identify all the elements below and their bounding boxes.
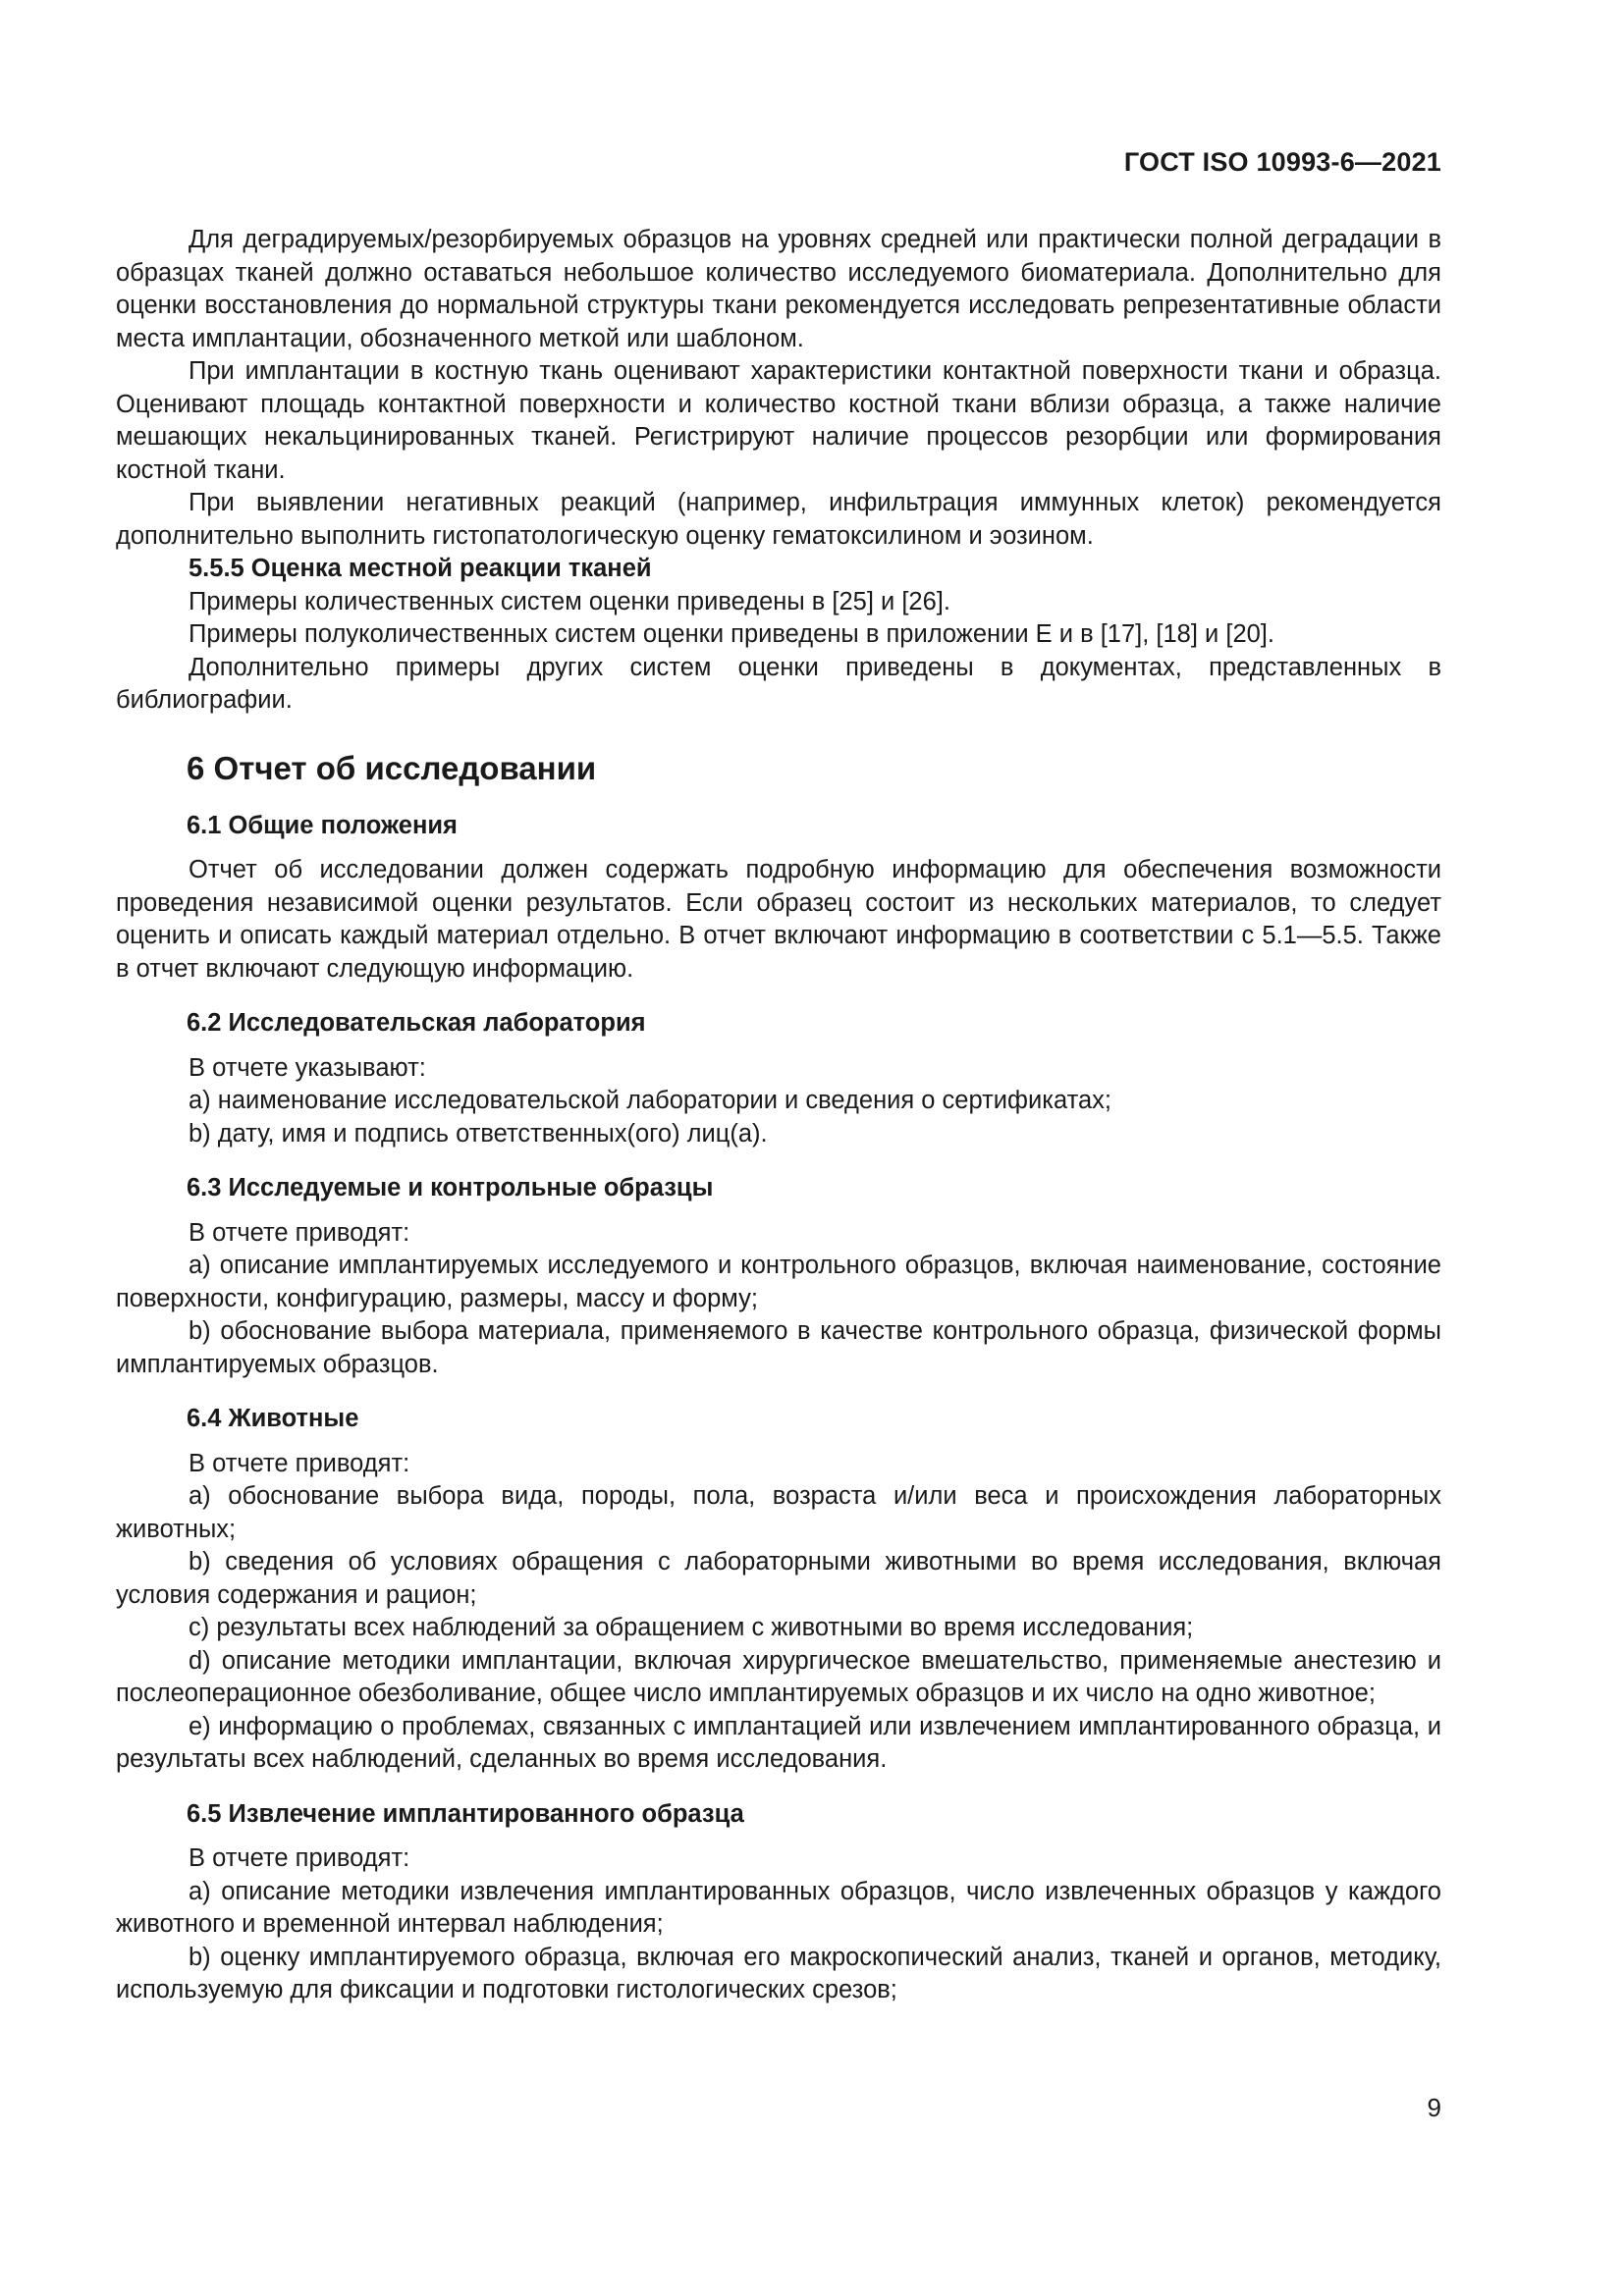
- paragraph: Для деградируемых/резорбируемых образцов на уровнях средней или практически полной деградации в образцах тканей должно оставаться небольшое количество исследуемого биоматериала. Дополнительно для оценки восстановления до нормальной структуры ткани рекомендуется исследовать репрезентативные области места имплантации, обозначенного меткой или шаблоном.: [116, 226, 1441, 352]
- section-heading-6-4: 6.4 Животные: [187, 1405, 359, 1432]
- paragraph: Дополнительно примеры других систем оценки приведены в документах, представленных в библиографии.: [116, 653, 1441, 714]
- list-item: e) информацию о проблемах, связанных с имплантацией или извлечением имплантированного образца, и результаты всех наблюдений, сделанных во время исследования.: [116, 1712, 1441, 1773]
- section-heading-6: 6 Отчет об исследовании: [187, 749, 597, 786]
- section-heading-5-5-5: 5.5.5 Оценка местной реакции тканей: [189, 555, 652, 582]
- page-body: [116, 224, 1441, 2007]
- section-heading-6-2: 6.2 Исследовательская лаборатория: [187, 1009, 646, 1037]
- paragraph: При имплантации в костную ткань оценивают характеристики контактной поверхности ткани и образца. Оценивают площадь контактной поверхности и количество костной ткани вблизи образца, а также наличие мешающих некальцинированных тканей. Регистрируют наличие процессов резорбции или формирования костной ткани.: [116, 357, 1441, 484]
- list: [116, 1250, 1441, 1381]
- list-intro: В отчете приводят:: [189, 1218, 410, 1247]
- list-item: b) обоснование выбора материала, применяемого в качестве контрольного образца, физической формы имплантируемых образцов.: [116, 1317, 1441, 1378]
- paragraph: Примеры количественных систем оценки приведены в [25] и [26].: [189, 587, 950, 615]
- paragraph: Отчет об исследовании должен содержать подробную информацию для обеспечения возможности проведения независимой оценки результатов. Если образец состоит из нескольких материалов, то следует оценить и описать каждый материал отдельно. В отчет включают информацию в соответствии с 5.1—5.5. Также в отчет включают следующую информацию.: [116, 856, 1441, 983]
- list-intro: В отчете приводят:: [189, 1844, 410, 1872]
- list: [116, 1085, 1441, 1150]
- list-item: c) результаты всех наблюдений за обращением с животными во время исследования;: [189, 1614, 1194, 1641]
- list-item: a) описание имплантируемых исследуемого и контрольного образцов, включая наименование, состояние поверхности, конфигурацию, размеры, массу и форму;: [116, 1252, 1441, 1312]
- section-heading-6-3: 6.3 Исследуемые и контрольные образцы: [187, 1174, 714, 1201]
- section-heading-6-5: 6.5 Извлечение имплантированного образца: [187, 1799, 744, 1828]
- list: [116, 1480, 1441, 1777]
- document-id-header: ГОСТ ISO 10993-6—2021: [1123, 147, 1441, 177]
- list-item: a) наименование исследовательской лаборатории и сведения о сертификатах;: [189, 1087, 1112, 1114]
- paragraph: Примеры полуколичественных систем оценки приведены в приложении Е и в [17], [18] и [20].: [189, 620, 1274, 648]
- list-intro: В отчете указывают:: [189, 1053, 426, 1082]
- list: [116, 1876, 1441, 2007]
- list-item: a) описание методики извлечения имплантированных образцов, число извлеченных образцов у каждого животного и временной интервал наблюдения;: [116, 1877, 1441, 1938]
- list-item: b) оценку имплантируемого образца, включая его макроскопический анализ, тканей и органов, методику, используемую для фиксации и подготовки гистологических срезов;: [116, 1943, 1441, 2003]
- page-number: 9: [1427, 2093, 1441, 2122]
- paragraph: При выявлении негативных реакций (например, инфильтрация иммунных клеток) рекомендуется дополнительно выполнить гистопатологическую оценку гематоксилином и эозином.: [116, 489, 1441, 550]
- list-item: a) обоснование выбора вида, породы, пола, возраста и/или веса и происхождения лабораторных животных;: [116, 1482, 1441, 1543]
- list-item: b) сведения об условиях обращения с лабораторными животными во время исследования, включая условия содержания и рацион;: [116, 1548, 1441, 1609]
- section-heading-6-1: 6.1 Общие положения: [187, 811, 458, 839]
- list-intro: В отчете приводят:: [189, 1449, 410, 1477]
- list-item: b) дату, имя и подпись ответственных(ого) лиц(а).: [189, 1119, 768, 1148]
- list-item: d) описание методики имплантации, включая хирургическое вмешательство, применяемые анестезию и послеоперационное обезболивание, общее число имплантируемых образцов и их число на одно животное;: [116, 1646, 1441, 1707]
